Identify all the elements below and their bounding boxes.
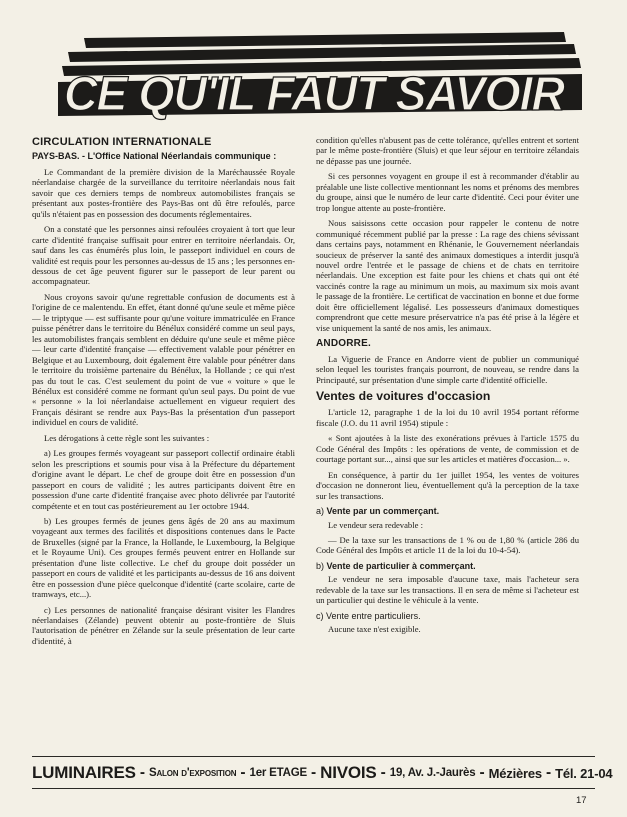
paragraph: Les dérogations à cette règle sont les suivantes : bbox=[44, 432, 210, 443]
paragraph: Le vendeur sera redevable : bbox=[328, 519, 423, 530]
paragraph: c) Les personnes de nationalité française désirant visiter les Flandres néerlandaises (Zélande) peuvent obtenir au poste-frontière de Sluis l'autorisation de pénétrer en Zélande sur la seule présentation de leur carte d'identité, à bbox=[32, 604, 295, 646]
banner-title: CE QU'IL FAUT SAVOIR bbox=[64, 68, 566, 121]
paragraph: condition qu'elles n'abusent pas de cette tolérance, qu'elles entrent et sortent par le même poste-frontière (Sluis) et que leur séjour en territoire zélandais ne dépasse pas une journée. bbox=[316, 135, 579, 166]
paragraph: Nous croyons savoir qu'une regrettable confusion de documents est à l'origine de ce malentendu. En effet, étant donné qu'une seule et même pièce — le triptyque — est suffisante pour qu'une voiture immatriculée en France puisse pénétrer dans le territoire du Bénélux considéré comme un seul pays, les automobilistes français semblent en déduire qu'une seule et même pièce — leur carte d'identité française — effectivement valable pour pénétrer en Belgique et au Luxembourg, doit également être valable pour pénétrer dans le territoire du troisième partenaire du Bénélux, la Hollande ; ce qui n'est pas du tout le cas. C'est seulement du point de vue « voiture » que le Bénélux est considéré comme ne formant qu'un seul pays. Du point de vue « personne » la loi néerlandaise actuellement en vigueur requiert des Français désirant se rendre aux Pays-Bas la présentation d'un passeport individuel en cours de validité. bbox=[32, 291, 295, 428]
divider-top bbox=[32, 756, 595, 757]
advert-brand: LUMINAIRES bbox=[32, 763, 136, 782]
advert-separator: - bbox=[135, 764, 149, 781]
left-column bbox=[32, 135, 295, 740]
advert-etage: 1er ETAGE bbox=[249, 767, 307, 779]
paragraph: — De la taxe sur les transactions de 1 % ou de 1,80 % (article 286 du Code Général des Impôts et article 11 de la loi du 10-4-54). bbox=[316, 534, 579, 556]
case-a-title: Vente par un commerçant. bbox=[326, 506, 440, 517]
section-title-circulation: CIRCULATION INTERNATIONALE bbox=[32, 136, 212, 148]
advert-separator: - bbox=[306, 764, 321, 781]
paragraph: Le vendeur ne sera imposable d'aucune taxe, mais l'acheteur sera redevable de la taxe sur les transactions. Il en sera de même si l'acheteur est un particulier qui destine le véhicule à la vente. bbox=[316, 574, 579, 606]
advert-separator: - bbox=[236, 764, 250, 781]
case-b-heading bbox=[316, 561, 579, 571]
paragraph: Si ces personnes voyagent en groupe il est à recommander d'établir au préalable une liste collective mentionnant les noms et prénoms des membres du groupe, ainsi que le numéro de leur carte d'identité. Ceci pour éviter une trop longue attente au poste-frontière. bbox=[316, 171, 579, 213]
advert-tel: Tél. 21-04 bbox=[555, 765, 613, 781]
case-c-title: Vente entre particuliers. bbox=[326, 610, 421, 621]
paragraph: L'article 12, paragraphe 1 de la loi du 10 avril 1954 portant réforme fiscale (J.O. du 11 avril 1954) stipule : bbox=[316, 407, 579, 428]
advert-city: Mézières bbox=[488, 765, 542, 781]
advert-strip bbox=[32, 760, 613, 786]
page-number: 17 bbox=[576, 795, 587, 806]
paragraph: « Sont ajoutées à la liste des exonérations prévues à l'article 1575 du Code Général des Impôts : les opérations de vente, de commission et de courtage portant sur..., ainsi que sur les articles et matières d'occasion... ». bbox=[316, 433, 579, 465]
paragraph: La Viguerie de France en Andorre vient de publier un communiqué selon lequel les touristes français pourront, de nouveau, se rendre dans la Principauté, sur présentation d'une simple carte d'identité officielle. bbox=[316, 353, 579, 385]
title-banner bbox=[44, 30, 584, 130]
paragraph: Aucune taxe n'est exigible. bbox=[328, 624, 421, 635]
advert-separator: - bbox=[475, 764, 489, 781]
advert-address: 19, Av. J.-Jaurès bbox=[389, 767, 476, 779]
advert-separator: - bbox=[376, 764, 390, 781]
paragraph: On a constaté que les personnes ainsi refoulées croyaient à tort que leur carte d'identité française suffisait pour entrer en territoire néerlandais. Or, sauf dans les cas énumérés plus loin, le passeport individuel en cours de validité est requis pour les personnes au-dessus de 15 ans ; les personnes en-dessous de cet âge peuvent figurer sur le passeport de leur parent ou accompagnateur. bbox=[32, 224, 295, 287]
paragraph: En conséquence, à partir du 1er juillet 1954, les ventes de voitures d'occasion ne donneront lieu, éventuellement qu'à la perception de la taxe sur les transactions. bbox=[316, 469, 579, 501]
case-a-letter: a) bbox=[316, 506, 325, 517]
divider-bottom bbox=[32, 788, 595, 789]
case-a-heading bbox=[316, 506, 579, 516]
section-title-ventes: Ventes de voitures d'occasion bbox=[316, 388, 491, 403]
subtitle-pays-bas: PAYS-BAS. - L'Office National Néerlandais communique : bbox=[32, 151, 277, 162]
section-title-andorre: ANDORRE. bbox=[316, 338, 371, 350]
paragraph: Le Commandant de la première division de la Maréchaussée Royale néerlandaise chargée de la surveillance du territoire néerlandais nous fait savoir que ces derniers temps de nombreux automobilistes français se présentant aux postes-frontière des Pays-Bas ont dû être refoulés, parce qu'ils n'étaient pas en possession des documents réglementaires. bbox=[32, 166, 295, 219]
paragraph: b) Les groupes fermés de jeunes gens âgés de 20 ans au maximum voyageant aux termes des facilités et dispositions contenues dans le Pacte de Bruxelles (signé par la France, la Hollande, le Luxembourg, la Belgique et le Royaume Uni). Ces groupes fermés peuvent entrer en Hollande sur présentation d'une liste collective. Le chef du groupe doit posséder un passeport en cours de validité et les participants au-dessus de 16 ans doivent être en possession d'une pièce quelconque d'identité (carte scolaire, carte de tramways, etc...). bbox=[32, 515, 295, 600]
case-c-heading bbox=[316, 611, 579, 621]
case-b-title: Vente de particulier à commerçant. bbox=[326, 560, 476, 571]
paragraph: Nous saisissons cette occasion pour rappeler le contenu de notre communiqué récemment publié par la presse : La rage des chiens sévissant dans certains pays, notamment en Rhénanie, le Gouvernement néerlandais soucieux de préserver la santé des animaux domestiques a interdit jusqu'à nouvel ordre l'entrée et le passage de chiens et de chats en territoire néerlandais. Une exception est faite pour les chiens et chats qui ont été vaccinés contre la rage au minimum un mois, au maximum six mois avant le passage de la frontière. Le certificat de vaccination en bonne et due forme doit être officiellement légalisé. Les possesseurs d'animaux domestiques comprendront que cette mesure préservatrice n'a pas été prise à la légère et vise uniquement la santé de nos amis, les animaux. bbox=[316, 218, 579, 333]
case-b-letter: b) bbox=[316, 560, 325, 571]
advert-separator: - bbox=[541, 764, 556, 781]
paragraph: a) Les groupes fermés voyageant sur passeport collectif ordinaire établi selon les prescriptions et soumis pour visa à la Préfecture du département d'origine avant le départ. Le chef de groupe doit être en possession d'un passeport en cours de validité ; les autres participants doivent être en possession d'une carte d'identité française avec photo délivrée par l'autorité compétente et en tout cas postérieurement au 1er octobre 1944. bbox=[32, 448, 295, 511]
case-c-letter: c) bbox=[316, 610, 324, 621]
advert-salon: Salon d'exposition bbox=[148, 767, 237, 779]
advert-name: NIVOIS bbox=[320, 763, 377, 782]
right-column bbox=[316, 135, 579, 740]
